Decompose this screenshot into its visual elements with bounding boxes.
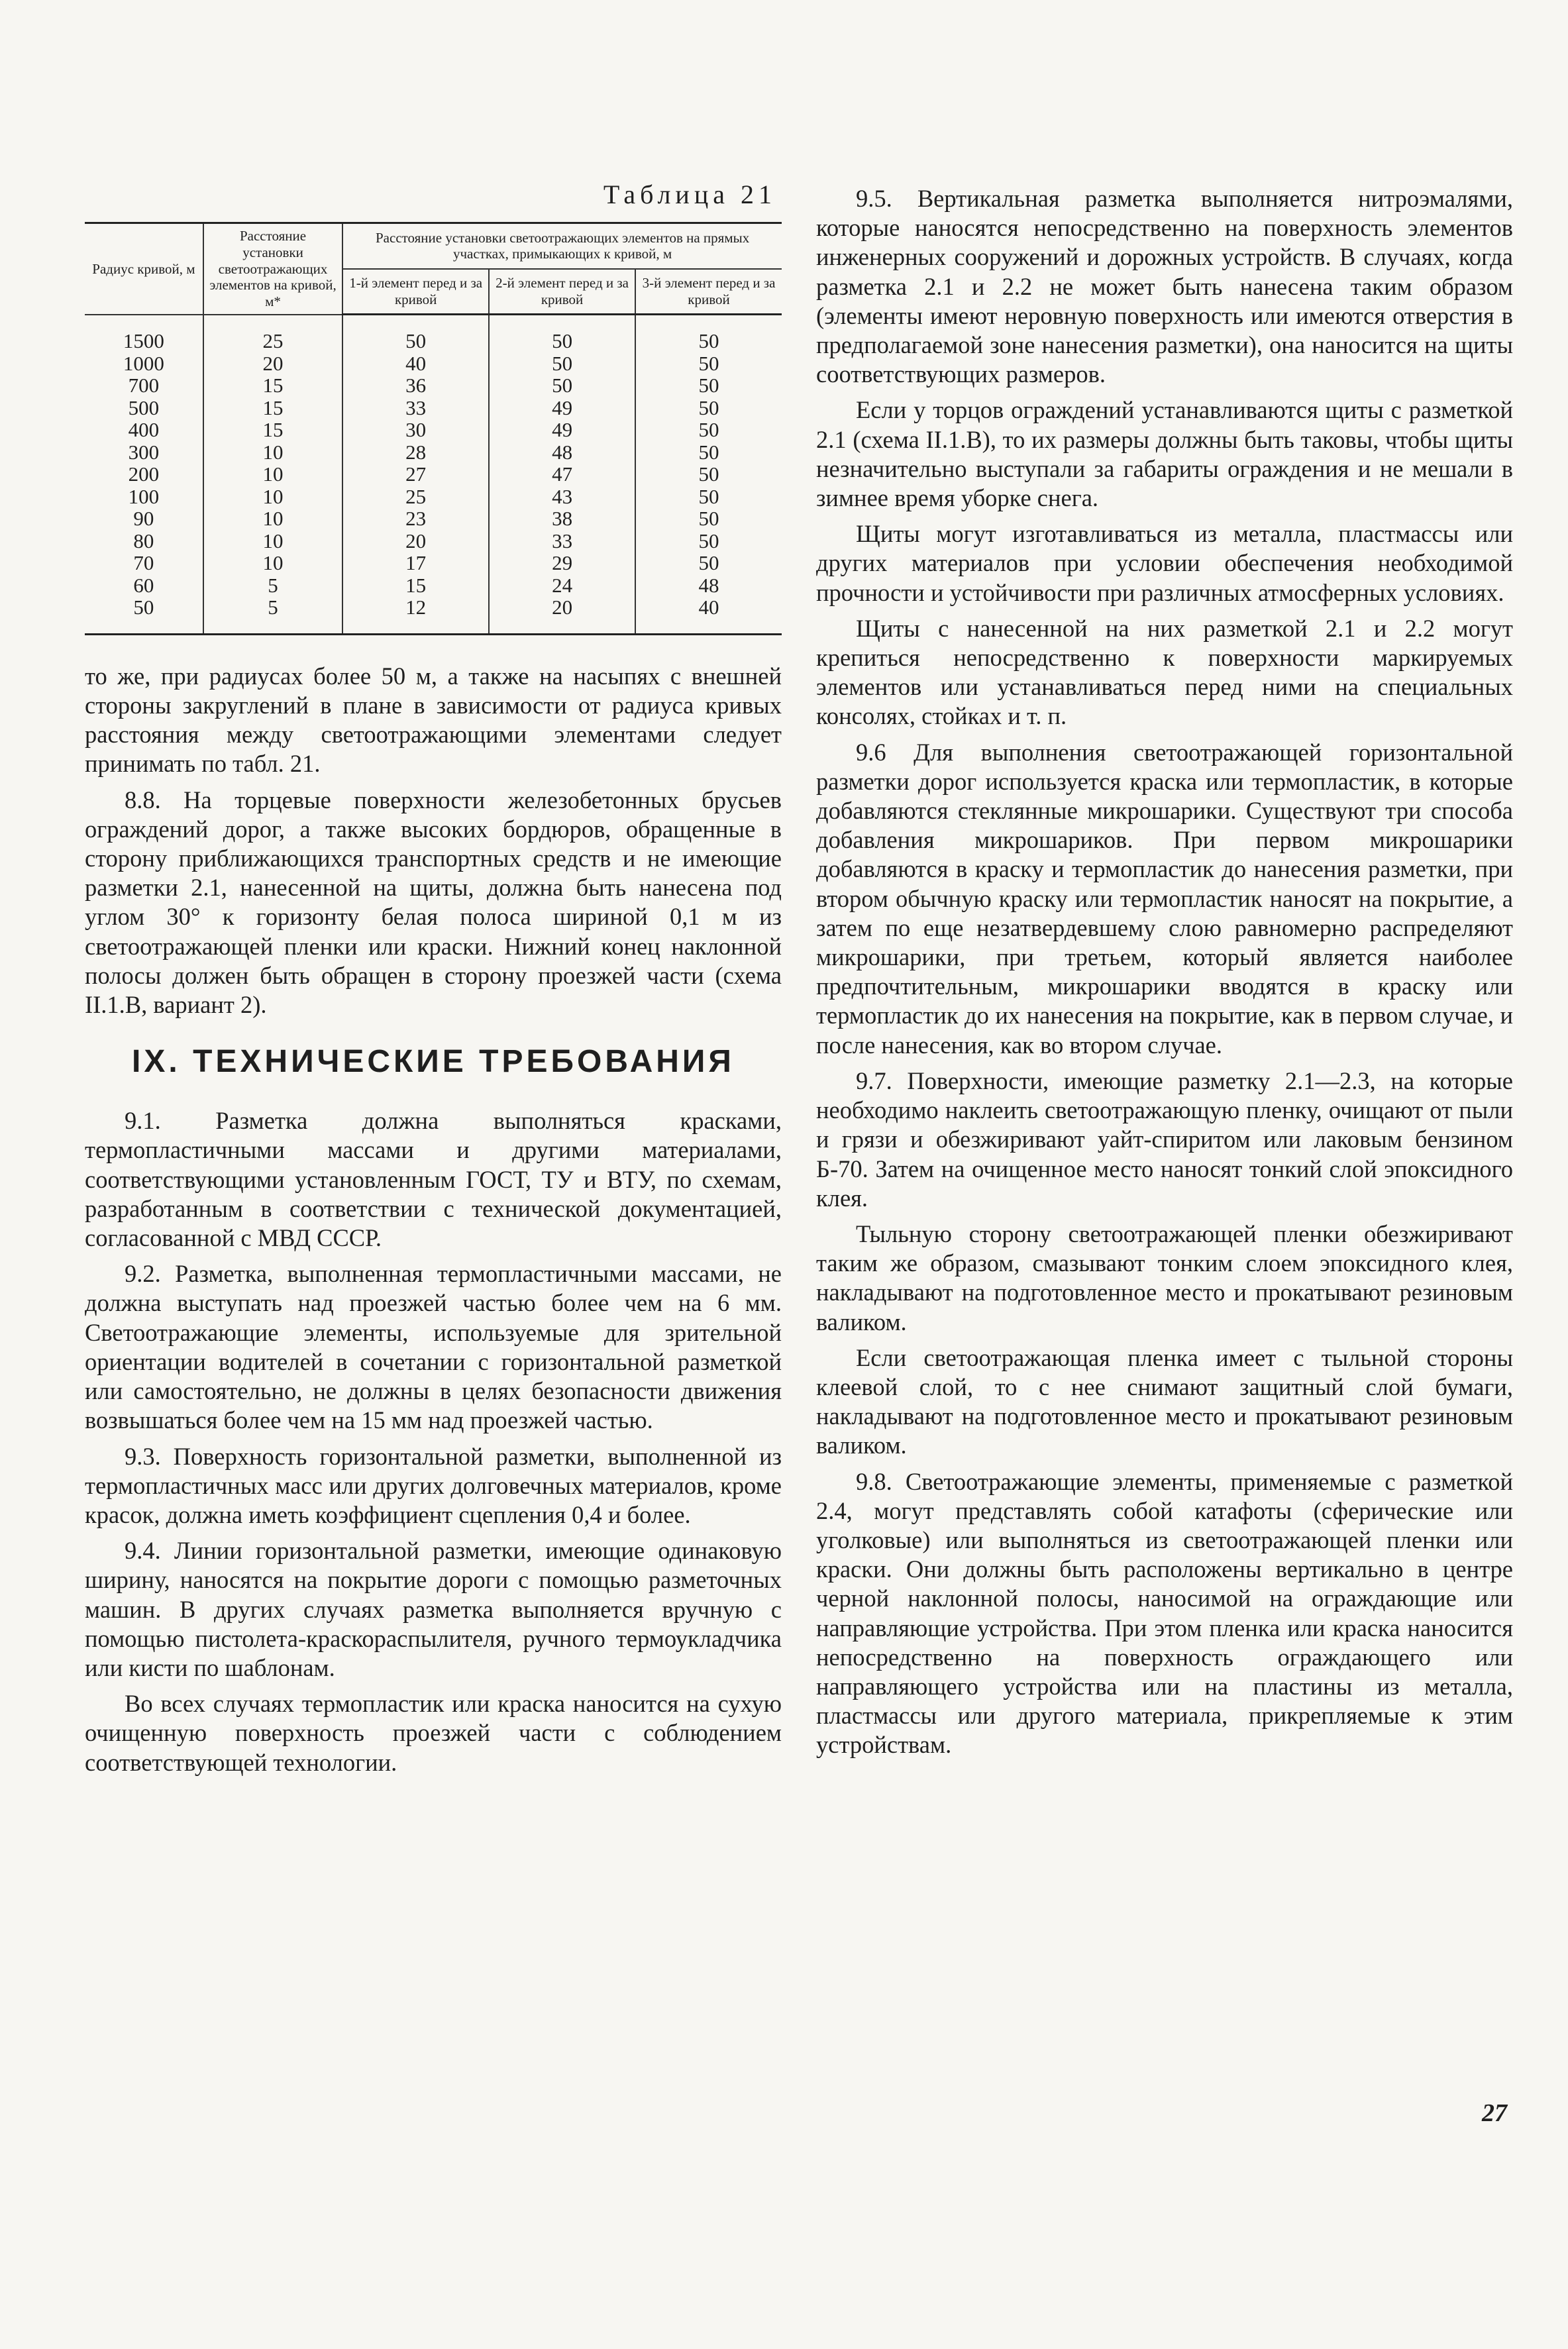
table-cell: 24 (489, 574, 635, 597)
table-cell: 47 (489, 463, 635, 486)
table-cell: 60 (85, 574, 203, 597)
table-cell: 5 (203, 596, 342, 634)
header-group-straight: Расстояние установки светоотражающих элементов на прямых участках, примыкающих к кривой, м (342, 223, 782, 269)
table-row (85, 419, 782, 441)
table-body (85, 315, 782, 635)
header-distance-on-curve: Расстояние установки светоотражающих элементов на кривой, м* (203, 223, 342, 315)
header-first-element: 1-й элемент перед и за кривой (342, 269, 489, 315)
paragraph: то же, при радиусах более 50 м, а также на насыпях с внешней стороны закруглений в плане в зависимости от радиуса кривых расстояния между светоотражающими элементами следует принимать по табл. 21. (85, 662, 782, 778)
table-cell: 50 (85, 596, 203, 634)
table-cell: 50 (635, 507, 782, 530)
table-cell: 50 (635, 552, 782, 574)
table-cell: 50 (635, 315, 782, 352)
table-cell: 70 (85, 552, 203, 574)
paragraph: 9.5. Вертикальная разметка выполняется нитроэмалями, которые наносятся непосредственно на поверхность элементов инженерных сооружений и дорожных устройств. В случаях, когда разметка 2.1 и 2.2 не может быть нанесена таким образом (элементы имеют неровную поверхность или имеются отверстия в предполагаемой зоне нанесения разметки), она наносится на щиты соответствующих размеров. (816, 185, 1513, 388)
table-cell: 5 (203, 574, 342, 597)
table-cell: 50 (635, 419, 782, 441)
table-cell: 500 (85, 397, 203, 419)
table-cell: 15 (203, 397, 342, 419)
paragraph: 9.4. Линии горизонтальной разметки, имеющие одинаковую ширину, наносятся на покрытие дороги с помощью разметочных машин. В других случаях разметка выполняется вручную с помощью пистолета-краскораспылителя, ручного термоукладчика или кисти по шаблонам. (85, 1537, 782, 1681)
paragraph: 9.6 Для выполнения светоотражающей горизонтальной разметки дорог используется краска или термопластик, в которые добавляются стеклянные микрошарики. Существуют три способа добавления микрошариков. При первом микрошарики добавляются в краску и термопластик до нанесения разметки, при втором обычную краску или термопластик наносят на покрытие, а затем по еще незатвердевшему слою равномерно распределяют микрошарики, при третьем, который является наиболее предпочтительным, микрошарики вводятся в краску или термопластик до их нанесения на покрытие, как в первом случае, и после нанесения, как во втором случае. (816, 738, 1513, 1059)
table-cell: 1500 (85, 315, 203, 352)
table-cell: 10 (203, 507, 342, 530)
table-row (85, 486, 782, 508)
table-row (85, 397, 782, 419)
table-cell: 50 (489, 315, 635, 352)
table-cell: 90 (85, 507, 203, 530)
table-cell: 33 (489, 530, 635, 552)
section-heading: IX. ТЕХНИЧЕСКИЕ ТРЕБОВАНИЯ (132, 1044, 735, 1080)
table-cell: 15 (203, 374, 342, 397)
table-row (85, 552, 782, 574)
table-row (85, 507, 782, 530)
table-cell: 25 (342, 486, 489, 508)
table-cell: 50 (635, 530, 782, 552)
table-cell: 15 (203, 419, 342, 441)
table-cell: 43 (489, 486, 635, 508)
paragraph: 9.2. Разметка, выполненная термопластичными массами, не должна выступать над проезжей частью более чем на 6 мм. Светоотражающие элементы, используемые для зрительной ориентации водителей в сочетании с горизонтальной разметкой или самостоятельно, не должны в целях безопасности движения возвышаться более чем на 15 мм над проезжей частью. (85, 1260, 782, 1434)
right-column (816, 184, 1513, 1760)
table-cell: 20 (203, 352, 342, 375)
paragraph: 9.7. Поверхности, имеющие разметку 2.1—2.3, на которые необходимо наклеить светоотражающую пленку, очищают от пыли и грязи и обезжиривают уайт-спиритом или лаковым бензином Б-70. Затем на очищенное место наносят тонкий слой эпоксидного клея. (816, 1067, 1513, 1212)
table-cell: 200 (85, 463, 203, 486)
table-row (85, 374, 782, 397)
table-cell: 15 (342, 574, 489, 597)
table-cell: 50 (342, 315, 489, 352)
paragraph: Если светоотражающая пленка имеет с тыльной стороны клеевой слой, то с нее снимают защитный слой бумаги, накладывают на подготовленное место и прокатывают резиновым валиком. (816, 1343, 1513, 1459)
table-cell: 50 (635, 374, 782, 397)
table-cell: 50 (635, 463, 782, 486)
table-row (85, 530, 782, 552)
table-cell: 50 (635, 397, 782, 419)
table-cell: 27 (342, 463, 489, 486)
paragraph: 9.1. Разметка должна выполняться красками, термопластичными массами и другими материалами, соответствующими установленным ГОСТ, ТУ и ВТУ, по схемам, разработанным в соответствии с технической документацией, согласованной с МВД СССР. (85, 1107, 782, 1252)
table-cell: 28 (342, 441, 489, 464)
table-row (85, 574, 782, 597)
table-cell: 80 (85, 530, 203, 552)
table-cell: 50 (635, 486, 782, 508)
table-cell: 20 (342, 530, 489, 552)
table-cell: 29 (489, 552, 635, 574)
table-cell: 38 (489, 507, 635, 530)
table-cell: 10 (203, 486, 342, 508)
table-cell: 49 (489, 419, 635, 441)
table-cell: 50 (489, 374, 635, 397)
header-radius: Радиус кривой, м (85, 223, 203, 315)
table-cell: 36 (342, 374, 489, 397)
paragraph: Если у торцов ограждений устанавливаются щиты с разметкой 2.1 (схема II.1.В), то их размеры должны быть таковы, чтобы щиты незначительно выступали за габариты ограждения и не мешали в зимнее время уборке снега. (816, 396, 1513, 512)
table-cell: 700 (85, 374, 203, 397)
table-row (85, 352, 782, 375)
table-cell: 50 (635, 352, 782, 375)
table-row (85, 441, 782, 464)
paragraph: Во всех случаях термопластик или краска наносится на сухую очищенную поверхность проезжей части с соблюдением соответствующей технологии. (85, 1690, 782, 1776)
table-cell: 10 (203, 463, 342, 486)
paragraph: 9.8. Светоотражающие элементы, применяемые с разметкой 2.4, могут представлять собой катафоты (сферические или уголковые) или выполняться из светоотражающей пленки или краски. Они должны быть расположены вертикально в центре черной наклонной полосы, наносимой на ограждающие или направляющие устройства. При этом пленка или краска наносится непосредственно на поверхность ограждающего или направляющего устройства или на пластины из металла, пластмассы или другого материала, прикрепляемые к этим устройствам. (816, 1467, 1513, 1759)
table-cell: 300 (85, 441, 203, 464)
table-cell: 400 (85, 419, 203, 441)
table-cell: 100 (85, 486, 203, 508)
table-cell: 17 (342, 552, 489, 574)
paragraph: 8.8. На торцевые поверхности железобетонных брусьев ограждений дорог, а также высоких бордюров, обращенные в сторону приближающихся транспортных средств и не имеющие разметки 2.1, нанесенной на щиты, должна быть нанесена под углом 30° к горизонту белая полоса шириной 0,1 м из светоотражающей пленки или краски. Нижний конец наклонной полосы должен быть обращен в сторону проезжей части (схема II.1.В, вариант 2). (85, 786, 782, 1019)
table-cell: 40 (342, 352, 489, 375)
paragraph: Щиты могут изготавливаться из металла, пластмассы или других материалов при условии обеспечения необходимой прочности и устойчивости при различных атмосферных условиях. (816, 520, 1513, 606)
table-cell: 10 (203, 530, 342, 552)
table-cell: 25 (203, 315, 342, 352)
table-cell: 20 (489, 596, 635, 634)
table-cell: 1000 (85, 352, 203, 375)
page-number: 27 (1482, 2099, 1507, 2127)
table-cell: 48 (635, 574, 782, 597)
table-row (85, 463, 782, 486)
paragraph: Щиты с нанесенной на них разметкой 2.1 и 2.2 могут крепиться непосредственно к поверхности маркируемых элементов или устанавливаться перед ними на специальных консолях, стойках и т. п. (816, 614, 1513, 730)
header-second-element: 2-й элемент перед и за кривой (489, 269, 635, 315)
table-cell: 23 (342, 507, 489, 530)
table-cell: 50 (489, 352, 635, 375)
paragraph: Тыльную сторону светоотражающей пленки обезжиривают таким же образом, смазывают тонким слоем эпоксидного клея, накладывают на подготовленное место и прокатывают резиновым валиком. (816, 1220, 1513, 1335)
table-row (85, 315, 782, 352)
header-third-element: 3-й элемент перед и за кривой (635, 269, 782, 315)
table-cell: 40 (635, 596, 782, 634)
table-cell: 12 (342, 596, 489, 634)
paragraph: 9.3. Поверхность горизонтальной разметки, выполненной из термопластичных масс или других долговечных материалов, кроме красок, должна иметь коэффициент сцепления 0,4 и более. (85, 1442, 782, 1528)
table-caption: Таблица 21 (603, 180, 776, 209)
table-row (85, 596, 782, 634)
table-cell: 48 (489, 441, 635, 464)
table-cell: 10 (203, 552, 342, 574)
table-cell: 30 (342, 419, 489, 441)
table-21 (85, 222, 782, 635)
table-cell: 33 (342, 397, 489, 419)
table-cell: 50 (635, 441, 782, 464)
table-cell: 49 (489, 397, 635, 419)
table-cell: 10 (203, 441, 342, 464)
left-column (85, 179, 782, 1777)
